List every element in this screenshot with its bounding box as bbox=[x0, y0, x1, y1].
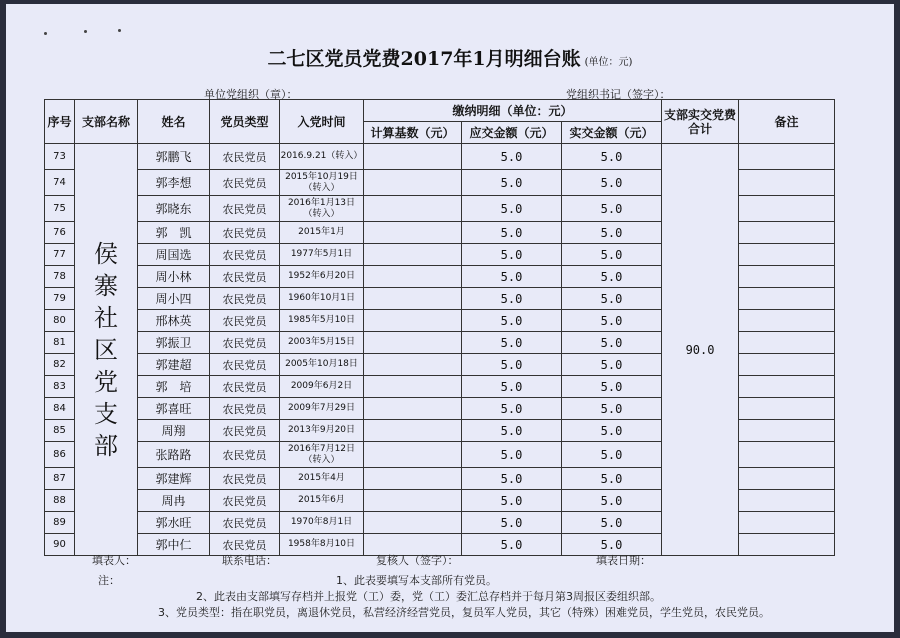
join-date-cell: 2005年10月18日 bbox=[280, 354, 364, 376]
ledger-sheet bbox=[6, 4, 894, 632]
due-cell: 5.0 bbox=[462, 534, 562, 556]
remark-cell bbox=[739, 512, 835, 534]
type-cell: 农民党员 bbox=[210, 244, 280, 266]
type-cell: 农民党员 bbox=[210, 170, 280, 196]
type-cell: 农民党员 bbox=[210, 144, 280, 170]
paid-cell: 5.0 bbox=[562, 266, 662, 288]
seq-cell: 80 bbox=[45, 310, 75, 332]
paid-cell: 5.0 bbox=[562, 244, 662, 266]
base-cell bbox=[364, 222, 462, 244]
date-label: 填表日期： bbox=[596, 554, 651, 567]
base-cell bbox=[364, 376, 462, 398]
due-cell: 5.0 bbox=[462, 442, 562, 468]
filler-label: 填表人： bbox=[92, 554, 136, 567]
name-cell: 郭 培 bbox=[138, 376, 210, 398]
col-seq-header: 序号 bbox=[45, 100, 75, 144]
type-cell: 农民党员 bbox=[210, 420, 280, 442]
base-cell bbox=[364, 244, 462, 266]
name-cell: 张路路 bbox=[138, 442, 210, 468]
remark-cell bbox=[739, 332, 835, 354]
seq-cell: 78 bbox=[45, 266, 75, 288]
seq-cell: 83 bbox=[45, 376, 75, 398]
due-cell: 5.0 bbox=[462, 144, 562, 170]
due-cell: 5.0 bbox=[462, 354, 562, 376]
paid-cell: 5.0 bbox=[562, 376, 662, 398]
remark-cell bbox=[739, 144, 835, 170]
due-cell: 5.0 bbox=[462, 196, 562, 222]
due-cell: 5.0 bbox=[462, 222, 562, 244]
due-cell: 5.0 bbox=[462, 512, 562, 534]
base-cell bbox=[364, 288, 462, 310]
seq-cell: 76 bbox=[45, 222, 75, 244]
type-cell: 农民党员 bbox=[210, 468, 280, 490]
punch-hole bbox=[84, 30, 87, 33]
join-date-cell: 1977年5月1日 bbox=[280, 244, 364, 266]
name-cell: 周小林 bbox=[138, 266, 210, 288]
branch-name-cell bbox=[75, 144, 138, 556]
remark-cell bbox=[739, 244, 835, 266]
note-3: 3、党员类型：指在职党员，离退休党员，私营经济经营党员，复员军人党员，其它（特殊）困难党员，学生党员，农民党员。 bbox=[158, 606, 770, 619]
due-cell: 5.0 bbox=[462, 266, 562, 288]
type-cell: 农民党员 bbox=[210, 222, 280, 244]
seq-cell: 74 bbox=[45, 170, 75, 196]
seq-cell: 87 bbox=[45, 468, 75, 490]
paid-cell: 5.0 bbox=[562, 196, 662, 222]
base-cell bbox=[364, 144, 462, 170]
join-date-cell: 2016年1月13日（转入） bbox=[280, 196, 364, 222]
remark-cell bbox=[739, 490, 835, 512]
remark-cell bbox=[739, 420, 835, 442]
due-cell: 5.0 bbox=[462, 244, 562, 266]
seq-cell: 81 bbox=[45, 332, 75, 354]
name-cell: 郭建超 bbox=[138, 354, 210, 376]
paid-cell: 5.0 bbox=[562, 144, 662, 170]
join-date-cell: 1958年8月10日 bbox=[280, 534, 364, 556]
join-date-cell: 2015年6月 bbox=[280, 490, 364, 512]
paid-cell: 5.0 bbox=[562, 468, 662, 490]
branch-total-cell: 90.0 bbox=[662, 144, 739, 556]
paid-cell: 5.0 bbox=[562, 354, 662, 376]
punch-hole bbox=[118, 29, 121, 32]
name-cell: 郭中仁 bbox=[138, 534, 210, 556]
base-cell bbox=[364, 170, 462, 196]
name-cell: 郭振卫 bbox=[138, 332, 210, 354]
col-type-header: 党员类型 bbox=[210, 100, 280, 144]
name-cell: 郭晓东 bbox=[138, 196, 210, 222]
join-date-cell: 2016.9.21（转入） bbox=[280, 144, 364, 170]
name-cell: 周小四 bbox=[138, 288, 210, 310]
due-cell: 5.0 bbox=[462, 490, 562, 512]
base-cell bbox=[364, 512, 462, 534]
col-branch-header: 支部名称 bbox=[75, 100, 138, 144]
due-cell: 5.0 bbox=[462, 420, 562, 442]
join-date-cell: 2009年6月2日 bbox=[280, 376, 364, 398]
type-cell: 农民党员 bbox=[210, 354, 280, 376]
title-main: 二七区党员党费2017年1月明细台账 bbox=[267, 48, 581, 70]
due-cell: 5.0 bbox=[462, 468, 562, 490]
type-cell: 农民党员 bbox=[210, 398, 280, 420]
due-cell: 5.0 bbox=[462, 288, 562, 310]
unit-org-label: 单位党组织（章）： bbox=[204, 88, 298, 101]
type-cell: 农民党员 bbox=[210, 442, 280, 468]
paid-cell: 5.0 bbox=[562, 170, 662, 196]
col-name-header: 姓名 bbox=[138, 100, 210, 144]
note-label: 注： bbox=[98, 574, 120, 587]
type-cell: 农民党员 bbox=[210, 490, 280, 512]
type-cell: 农民党员 bbox=[210, 376, 280, 398]
remark-cell bbox=[739, 222, 835, 244]
col-join-header: 入党时间 bbox=[280, 100, 364, 144]
name-cell: 郭 凯 bbox=[138, 222, 210, 244]
phone-label: 联系电话： bbox=[222, 554, 277, 567]
ledger-body bbox=[45, 144, 835, 556]
base-cell bbox=[364, 332, 462, 354]
name-cell: 郭建辉 bbox=[138, 468, 210, 490]
type-cell: 农民党员 bbox=[210, 512, 280, 534]
seq-cell: 79 bbox=[45, 288, 75, 310]
paid-cell: 5.0 bbox=[562, 310, 662, 332]
type-cell: 农民党员 bbox=[210, 310, 280, 332]
name-cell: 邢林英 bbox=[138, 310, 210, 332]
type-cell: 农民党员 bbox=[210, 534, 280, 556]
reviewer-label: 复核人（签字）： bbox=[376, 554, 459, 567]
due-cell: 5.0 bbox=[462, 310, 562, 332]
join-date-cell: 1985年5月10日 bbox=[280, 310, 364, 332]
ledger-table bbox=[44, 99, 835, 556]
join-date-cell: 2009年7月29日 bbox=[280, 398, 364, 420]
type-cell: 农民党员 bbox=[210, 332, 280, 354]
punch-hole bbox=[44, 32, 47, 35]
base-cell bbox=[364, 398, 462, 420]
name-cell: 郭李想 bbox=[138, 170, 210, 196]
seq-cell: 82 bbox=[45, 354, 75, 376]
paid-cell: 5.0 bbox=[562, 332, 662, 354]
note-2: 2、此表由支部填写存档并上报党（工）委，党（工）委汇总存档并于每月第3周报区委组织部。 bbox=[196, 590, 661, 603]
col-due-header: 应交金额（元） bbox=[462, 122, 562, 144]
seq-cell: 77 bbox=[45, 244, 75, 266]
type-cell: 农民党员 bbox=[210, 196, 280, 222]
paid-cell: 5.0 bbox=[562, 398, 662, 420]
base-cell bbox=[364, 266, 462, 288]
page-title bbox=[6, 44, 894, 71]
paid-cell: 5.0 bbox=[562, 512, 662, 534]
join-date-cell: 1952年6月20日 bbox=[280, 266, 364, 288]
remark-cell bbox=[739, 468, 835, 490]
type-cell: 农民党员 bbox=[210, 266, 280, 288]
remark-cell bbox=[739, 354, 835, 376]
seq-cell: 86 bbox=[45, 442, 75, 468]
name-cell: 周翔 bbox=[138, 420, 210, 442]
header-row bbox=[45, 100, 835, 122]
paid-cell: 5.0 bbox=[562, 490, 662, 512]
join-date-cell: 2015年10月19日（转入） bbox=[280, 170, 364, 196]
col-total-header: 支部实交党费合计 bbox=[662, 100, 739, 144]
base-cell bbox=[364, 196, 462, 222]
join-date-cell: 2016年7月12日（转入） bbox=[280, 442, 364, 468]
join-date-cell: 2013年9月20日 bbox=[280, 420, 364, 442]
remark-cell bbox=[739, 442, 835, 468]
base-cell bbox=[364, 354, 462, 376]
paid-cell: 5.0 bbox=[562, 420, 662, 442]
title-unit: (单位：元) bbox=[584, 57, 633, 68]
seq-cell: 88 bbox=[45, 490, 75, 512]
name-cell: 周国选 bbox=[138, 244, 210, 266]
branch-name: 侯寨社区党支部 bbox=[94, 239, 118, 460]
seq-cell: 73 bbox=[45, 144, 75, 170]
paid-cell: 5.0 bbox=[562, 442, 662, 468]
name-cell: 郭鹏飞 bbox=[138, 144, 210, 170]
join-date-cell: 2003年5月15日 bbox=[280, 332, 364, 354]
due-cell: 5.0 bbox=[462, 170, 562, 196]
join-date-cell: 2015年1月 bbox=[280, 222, 364, 244]
seq-cell: 75 bbox=[45, 196, 75, 222]
join-date-cell: 2015年4月 bbox=[280, 468, 364, 490]
table-row bbox=[45, 144, 835, 170]
name-cell: 郭水旺 bbox=[138, 512, 210, 534]
name-cell: 郭喜旺 bbox=[138, 398, 210, 420]
remark-cell bbox=[739, 288, 835, 310]
seq-cell: 89 bbox=[45, 512, 75, 534]
remark-cell bbox=[739, 376, 835, 398]
base-cell bbox=[364, 310, 462, 332]
col-detail-header: 缴纳明细（单位：元） bbox=[364, 100, 662, 122]
due-cell: 5.0 bbox=[462, 332, 562, 354]
seq-cell: 84 bbox=[45, 398, 75, 420]
paid-cell: 5.0 bbox=[562, 534, 662, 556]
due-cell: 5.0 bbox=[462, 398, 562, 420]
remark-cell bbox=[739, 534, 835, 556]
seq-cell: 90 bbox=[45, 534, 75, 556]
remark-cell bbox=[739, 196, 835, 222]
base-cell bbox=[364, 468, 462, 490]
paid-cell: 5.0 bbox=[562, 222, 662, 244]
base-cell bbox=[364, 490, 462, 512]
name-cell: 周冉 bbox=[138, 490, 210, 512]
join-date-cell: 1970年8月1日 bbox=[280, 512, 364, 534]
base-cell bbox=[364, 420, 462, 442]
remark-cell bbox=[739, 266, 835, 288]
secretary-label: 党组织书记（签字）： bbox=[566, 88, 671, 101]
col-remark-header: 备注 bbox=[739, 100, 835, 144]
remark-cell bbox=[739, 310, 835, 332]
remark-cell bbox=[739, 170, 835, 196]
remark-cell bbox=[739, 398, 835, 420]
base-cell bbox=[364, 442, 462, 468]
type-cell: 农民党员 bbox=[210, 288, 280, 310]
col-paid-header: 实交金额（元） bbox=[562, 122, 662, 144]
seq-cell: 85 bbox=[45, 420, 75, 442]
note-1: 1、此表要填写本支部所有党员。 bbox=[336, 574, 497, 587]
due-cell: 5.0 bbox=[462, 376, 562, 398]
join-date-cell: 1960年10月1日 bbox=[280, 288, 364, 310]
paid-cell: 5.0 bbox=[562, 288, 662, 310]
col-base-header: 计算基数（元） bbox=[364, 122, 462, 144]
